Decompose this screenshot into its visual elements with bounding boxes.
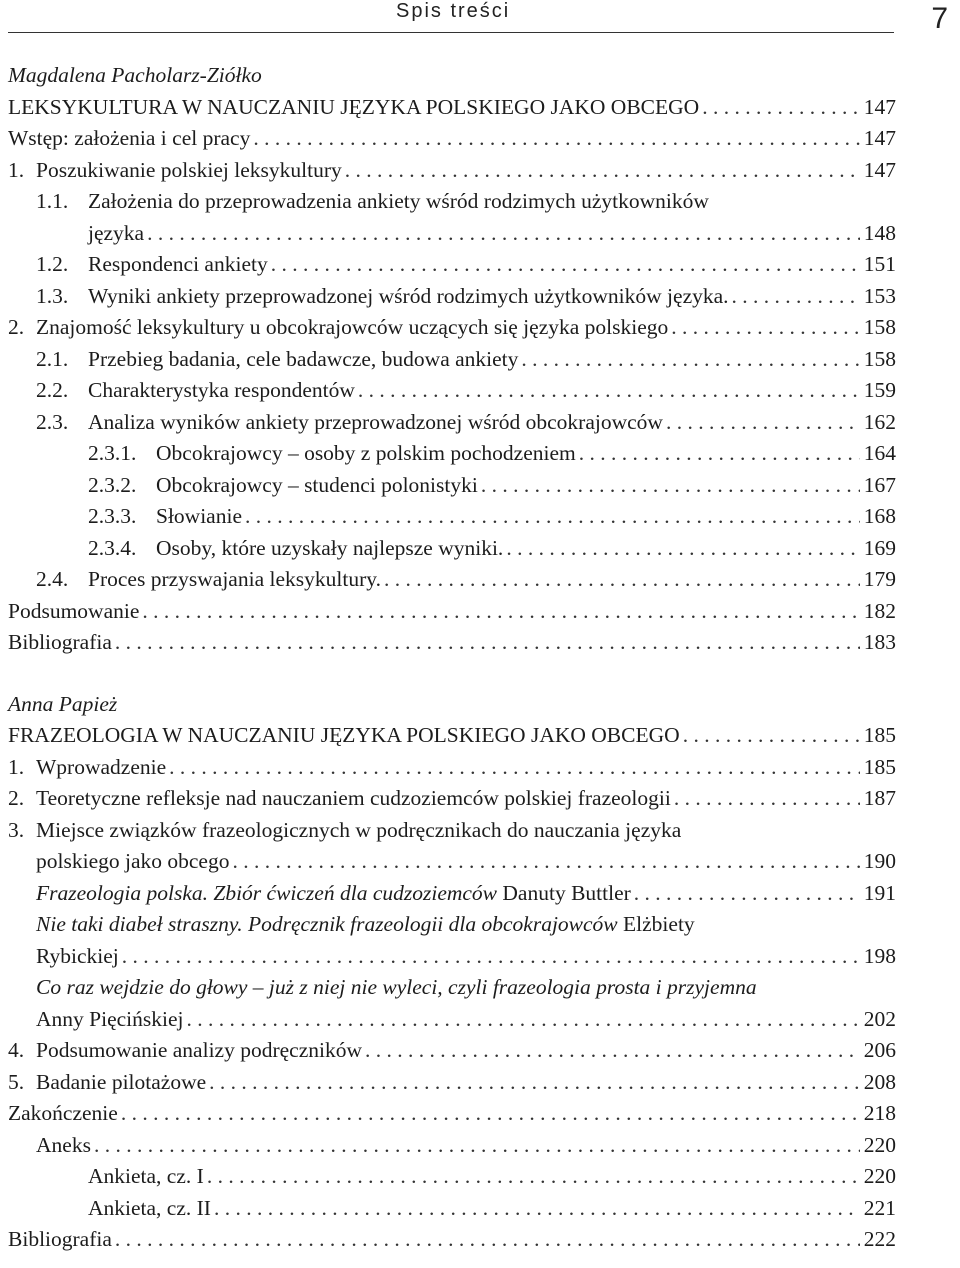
toc-entry xyxy=(8,375,896,407)
entry-text: Podsumowanie analizy podręczników xyxy=(36,1038,362,1062)
leader-dots xyxy=(666,407,860,439)
leader-dots xyxy=(232,846,859,878)
entry-text: Osoby, które uzyskały najlepsze wyniki. xyxy=(156,535,504,560)
entry-text: Bibliografia xyxy=(8,1227,112,1251)
entry-page: 190 xyxy=(863,849,896,873)
entry-text: Respondenci ankiety xyxy=(88,252,268,276)
entry-page: 182 xyxy=(863,598,896,623)
entry-text: Znajomość leksykultury u obcokrajowców uczących się języka polskiego xyxy=(36,315,669,339)
leader-dots xyxy=(702,92,860,124)
leader-dots xyxy=(122,941,860,973)
entry-text: Anny Pięcińskiej xyxy=(36,1006,184,1031)
entry-page: 151 xyxy=(863,252,896,276)
entry-text: Przebieg badania, cele badawcze, budowa ankiety xyxy=(88,346,519,371)
entry-page: 179 xyxy=(863,567,896,591)
section-title-entry xyxy=(8,92,896,124)
toc-entry xyxy=(8,972,896,1004)
toc-entry-continuation xyxy=(8,1004,896,1036)
leader-dots xyxy=(384,564,860,596)
toc-entry xyxy=(8,344,896,376)
entry-page: 202 xyxy=(863,1006,896,1031)
entry-page: 158 xyxy=(863,315,896,339)
entry-page: 191 xyxy=(863,880,896,905)
toc-entry xyxy=(8,1130,896,1162)
entry-text: Obcokrajowcy – studenci polonistyki xyxy=(156,472,478,497)
toc-entry xyxy=(8,186,896,218)
entry-number: 4. xyxy=(8,1038,25,1062)
entry-text: Aneks xyxy=(36,1132,91,1157)
entry-number: 2.4. xyxy=(36,567,69,591)
leader-dots xyxy=(169,752,860,784)
toc-entry xyxy=(8,878,896,910)
toc-entry xyxy=(8,783,896,815)
table-of-contents xyxy=(8,60,896,1256)
section-spacer xyxy=(8,659,896,689)
entry-text: Proces przyswajania leksykultury. xyxy=(88,567,381,591)
entry-text: Analiza wyników ankiety przeprowadzonej wśród obcokrajowców xyxy=(88,409,663,434)
section-author: Anna Papież xyxy=(8,691,118,716)
leader-dots xyxy=(94,1130,860,1162)
entry-text: Obcokrajowcy – osoby z polskim pochodzeniem xyxy=(156,441,576,465)
entry-text: Badanie pilotażowe xyxy=(36,1069,207,1094)
toc-entry xyxy=(8,1067,896,1099)
entry-number: 1.2. xyxy=(36,252,69,276)
entry-text: Teoretyczne refleksje nad nauczaniem cudzoziemców polskiej frazeologii xyxy=(36,786,671,810)
leader-dots xyxy=(214,1193,860,1225)
toc-entry xyxy=(8,1035,896,1067)
toc-entry xyxy=(8,815,896,847)
toc-entry-continuation xyxy=(8,218,896,250)
toc-entry xyxy=(8,470,896,502)
entry-number: 2.3.2. xyxy=(88,472,137,497)
leader-dots xyxy=(209,1067,860,1099)
entry-page: 198 xyxy=(863,943,896,968)
entry-text: LEKSYKULTURA W NAUCZANIU JĘZYKA POLSKIEGO JAKO OBCEGO xyxy=(8,94,700,119)
leader-dots xyxy=(271,249,860,281)
page-number: 7 xyxy=(931,2,948,35)
entry-text: Elżbiety xyxy=(617,912,695,936)
entry-page: 162 xyxy=(863,409,896,434)
running-title: Spis treści xyxy=(396,0,511,22)
entry-text: Wyniki ankiety przeprowadzonej wśród rodzimych użytkowników języka. xyxy=(88,283,729,308)
leader-dots xyxy=(115,627,860,659)
entry-page: 147 xyxy=(863,94,896,119)
entry-number: 1.3. xyxy=(36,283,69,308)
entry-text: Zakończenie xyxy=(8,1101,118,1125)
entry-page: 220 xyxy=(863,1164,896,1188)
leader-dots xyxy=(674,783,860,815)
entry-text: Ankieta, cz. I xyxy=(88,1164,204,1188)
entry-text: FRAZEOLOGIA W NAUCZANIU JĘZYKA POLSKIEGO JAKO OBCEGO xyxy=(8,723,680,747)
entry-page: 185 xyxy=(863,723,896,747)
entry-number: 2.3.4. xyxy=(88,535,137,560)
leader-dots xyxy=(506,533,859,565)
leader-dots xyxy=(579,438,860,470)
entry-page: 169 xyxy=(863,535,896,560)
entry-page: 218 xyxy=(863,1101,896,1125)
entry-text: Wprowadzenie xyxy=(36,754,167,779)
entry-text: polskiego jako obcego xyxy=(36,849,230,873)
section-author: Magdalena Pacholarz-Ziółko xyxy=(8,63,262,87)
section-title-entry xyxy=(8,720,896,752)
entry-page: 167 xyxy=(863,472,896,497)
leader-dots xyxy=(365,1035,860,1067)
entry-page: 208 xyxy=(863,1069,896,1094)
leader-dots xyxy=(683,720,860,752)
leader-dots xyxy=(187,1004,860,1036)
leader-dots xyxy=(481,470,860,502)
entry-page: 185 xyxy=(863,754,896,779)
leader-dots xyxy=(142,596,859,628)
leader-dots xyxy=(671,312,859,344)
entry-number: 2.3.3. xyxy=(88,504,137,528)
entry-number: 2.2. xyxy=(36,378,69,402)
toc-entry xyxy=(8,501,896,533)
toc-entry xyxy=(8,249,896,281)
leader-dots xyxy=(358,375,860,407)
entry-number: 1.1. xyxy=(36,189,69,213)
toc-entry xyxy=(8,533,896,565)
entry-text: Miejsce związków frazeologicznych w podręcznikach do nauczania języka xyxy=(36,817,682,842)
page-header xyxy=(0,0,960,40)
header-rule xyxy=(8,32,894,33)
entry-text: Rybickiej xyxy=(36,943,119,968)
entry-text: Bibliografia xyxy=(8,630,112,654)
entry-number: 1. xyxy=(8,157,25,182)
entry-text: języka xyxy=(88,220,145,245)
toc-entry xyxy=(8,155,896,187)
leader-dots xyxy=(253,123,859,155)
entry-page: 147 xyxy=(863,157,896,182)
entry-text: Danuty Buttler xyxy=(497,880,631,905)
entry-text: Charakterystyka respondentów xyxy=(88,378,355,402)
toc-entry xyxy=(8,1098,896,1130)
entry-page: 164 xyxy=(863,441,896,465)
entry-text: Podsumowanie xyxy=(8,598,140,623)
entry-text-group xyxy=(36,878,631,910)
leader-dots xyxy=(732,281,860,313)
entry-page: 187 xyxy=(863,786,896,810)
toc-entry xyxy=(8,596,896,628)
toc-entry xyxy=(8,312,896,344)
toc-entry xyxy=(8,752,896,784)
entry-number: 1. xyxy=(8,754,25,779)
leader-dots xyxy=(634,878,860,910)
toc-entry xyxy=(8,438,896,470)
leader-dots xyxy=(245,501,860,533)
entry-text: Ankieta, cz. II xyxy=(88,1195,211,1220)
entry-page: 148 xyxy=(863,220,896,245)
toc-entry xyxy=(8,281,896,313)
entry-page: 206 xyxy=(863,1038,896,1062)
leader-dots xyxy=(207,1161,860,1193)
entry-text: Słowianie xyxy=(156,504,242,528)
entry-number: 5. xyxy=(8,1069,25,1094)
entry-number: 2. xyxy=(8,315,25,339)
leader-dots xyxy=(521,344,859,376)
leader-dots xyxy=(121,1098,860,1130)
entry-text: Wstęp: założenia i cel pracy xyxy=(8,126,251,150)
entry-number: 2.1. xyxy=(36,346,69,371)
entry-text: Założenia do przeprowadzenia ankiety wśród rodzimych użytkowników xyxy=(88,189,709,213)
entry-page: 221 xyxy=(863,1195,896,1220)
entry-text-italic: Co raz wejdzie do głowy – już z niej nie wyleci, czyli frazeologia prosta i przyjemna xyxy=(36,975,757,999)
toc-entry xyxy=(8,909,896,941)
entry-number: 2.3.1. xyxy=(88,441,137,465)
entry-number: 2.3. xyxy=(36,409,69,434)
toc-entry xyxy=(8,123,896,155)
entry-page: 158 xyxy=(863,346,896,371)
toc-entry-continuation xyxy=(8,941,896,973)
entry-page: 222 xyxy=(863,1227,896,1251)
toc-entry xyxy=(8,627,896,659)
entry-text: Poszukiwanie polskiej leksykultury xyxy=(36,157,342,182)
toc-entry xyxy=(8,564,896,596)
leader-dots xyxy=(115,1224,860,1256)
leader-dots xyxy=(147,218,860,250)
entry-page: 220 xyxy=(863,1132,896,1157)
entry-page: 153 xyxy=(863,283,896,308)
toc-entry xyxy=(8,1193,896,1225)
toc-entry xyxy=(8,1161,896,1193)
entry-page: 183 xyxy=(863,630,896,654)
entry-page: 147 xyxy=(863,126,896,150)
entry-page: 168 xyxy=(863,504,896,528)
toc-entry xyxy=(8,407,896,439)
entry-number: 2. xyxy=(8,786,25,810)
toc-entry xyxy=(8,1224,896,1256)
entry-text-italic: Nie taki diabeł straszny. Podręcznik frazeologii dla obcokrajowców xyxy=(36,912,618,936)
entry-text-italic: Frazeologia polska. Zbiór ćwiczeń dla cudzoziemców xyxy=(36,880,498,905)
entry-number: 3. xyxy=(8,817,25,842)
leader-dots xyxy=(345,155,860,187)
entry-text-group xyxy=(36,909,695,941)
entry-page: 159 xyxy=(863,378,896,402)
toc-entry-continuation xyxy=(8,846,896,878)
